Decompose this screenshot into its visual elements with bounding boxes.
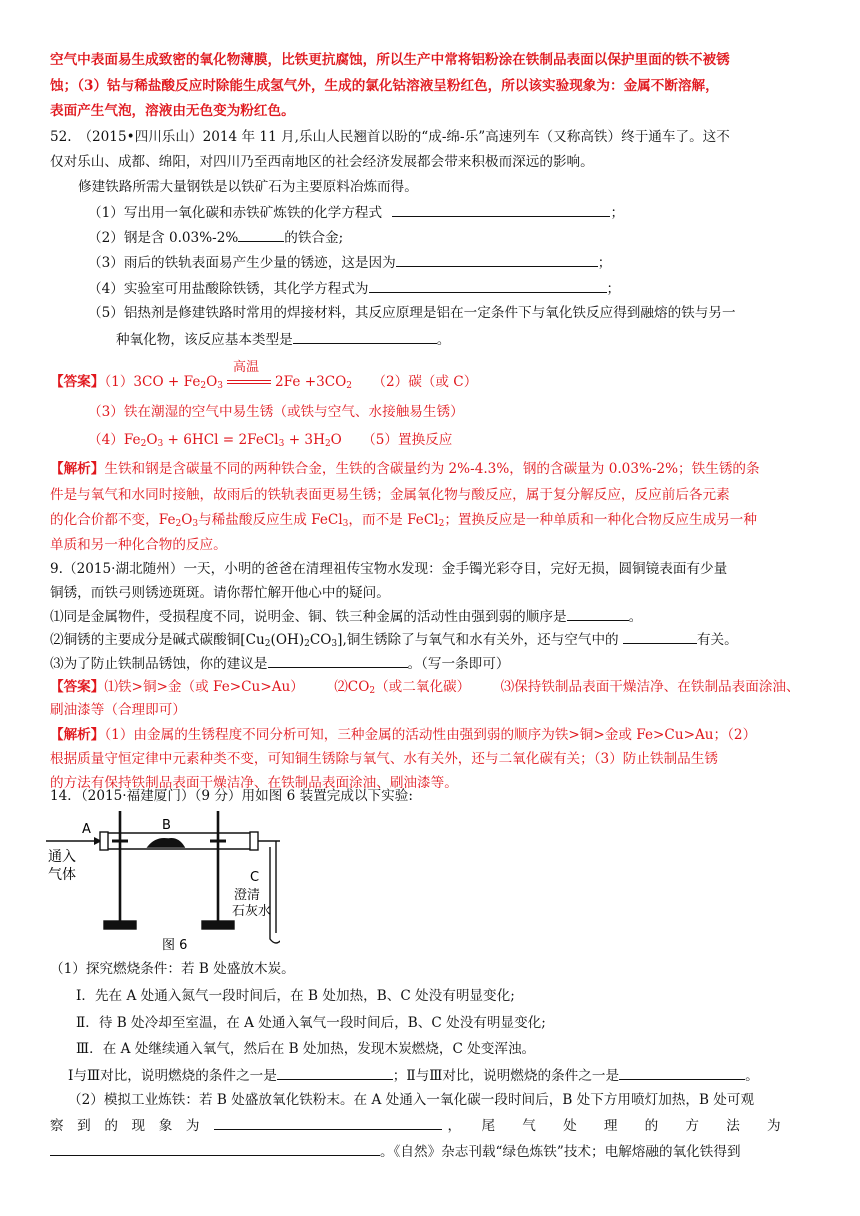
q52-subquestion-5b: 种氧化物，该反应基本类型是 。 (116, 332, 451, 348)
q14-step-3: Ⅲ．在 A 处继续通入氧气，然后在 B 处加热，发现木炭燃烧，C 处变浑浊。 (76, 1041, 536, 1057)
answer-blank (619, 1067, 745, 1080)
q14-part-2-line-1: （2）模拟工业炼铁：若 B 处盛放氧化铁粉末。在 A 处通入一氧化碳一段时间后，B 处下方用喷灯加热，B 处可观 (68, 1092, 755, 1108)
q52-explanation-line-4: 单质和另一种化合物的反应。 (50, 537, 227, 553)
answer-blank (214, 1117, 442, 1130)
answer-label: 【答案】 (50, 679, 105, 695)
answer-blank (293, 331, 437, 344)
q52-header-line-2: 仅对乐山、成都、绵阳，对四川乃至西南地区的社会经济发展都会带来积极而深远的影响。 (50, 154, 594, 170)
answer-blank (238, 229, 284, 242)
q9-header-line-1: 9.（2015·湖北随州）一天，小明的爸爸在清理祖传宝物水发现：金手镯光彩夺目，完好无损，圆铜镜表面有少量 (50, 561, 728, 577)
q52-subquestion-4: （4）实验室可用盐酸除铁锈，其化学方程式为 ； (88, 281, 621, 297)
explanation-label: 【解析】 (50, 727, 105, 743)
gas-label-line-1: 通入 (48, 849, 76, 865)
high-temperature-equals-sign: 高温 (227, 374, 271, 390)
q52-subquestion-3: （3）雨后的铁轨表面易产生少量的锈迹，这是因为 ； (88, 255, 612, 271)
answer-blank (50, 1143, 380, 1156)
label-b: B (162, 818, 171, 833)
gas-label-line-2: 气体 (48, 867, 76, 883)
q52-subquestion-5a: （5）铝热剂是修建铁路时常用的焊接材料，其反应原理是铝在一定条件下与氧化铁反应得到融熔的铁与另一 (88, 305, 736, 321)
q52-subquestion-1: （1）写出用一氧化碳和赤铁矿炼铁的化学方程式 ； (88, 205, 625, 221)
label-c: C (250, 870, 260, 885)
figure-caption: 图 6 (162, 938, 188, 953)
limewater-label-line-1: 澄清 (234, 888, 261, 903)
q9-subquestion-3: ⑶为了防止铁制品锈蚀，你的建议是 。（写一条即可） (50, 656, 510, 672)
q9-header-line-2: 铜锈，而铁弓则锈迹斑斑。请你帮忙解开他心中的疑问。 (50, 585, 390, 601)
answer-blank (567, 608, 629, 621)
limewater-label-line-2: 石灰水 (232, 904, 272, 919)
q9-subquestion-1: ⑴同是金属物件，受损程度不同，说明金、铜、铁三种金属的活动性由强到弱的顺序是 。 (50, 609, 643, 625)
q14-step-1: Ⅰ．先在 A 处通入氮气一段时间后，在 B 处加热，B、C 处没有明显变化; (76, 988, 515, 1004)
q52-explanation-line-2: 件是与氧气和水同时接触，故雨后的铁轨表面更易生锈；金属氧化物与酸反应，属于复分解反应，反应前后各元素 (50, 487, 730, 503)
q52-answer-line-2: （3）铁在潮湿的空气中易生锈（或铁与空气、水接触易生锈） (88, 404, 464, 420)
q14-step-2: Ⅱ．待 B 处冷却至室温，在 A 处通入氧气一段时间后，B、C 处没有明显变化; (76, 1015, 546, 1031)
apparatus-figure-6 (44, 803, 280, 953)
prev-explanation-line-2: 蚀；（3）钴与稀盐酸反应时除能生成氢气外，生成的氯化钴溶液呈粉红色，所以该实验现象为：金属不断溶解， (50, 78, 719, 94)
label-a: A (82, 822, 91, 837)
q52-answer-line-1: 【答案】$(1)3CO + Fe_2O_3$ 高温 $2Fe +3CO_2$ （2）碳（或 C） (50, 360, 478, 391)
answer-blank (396, 254, 598, 267)
prev-explanation-line-3: 表面产生气泡，溶液由无色变为粉红色。 (50, 103, 295, 119)
sample-b (148, 839, 184, 847)
q14-header: 14．（2015·福建厦门）（9 分）用如图 6 装置完成以下实验: (50, 788, 413, 804)
test-tube-c (270, 847, 280, 943)
q14-part-1: （1）探究燃烧条件：若 B 处盛放木炭。 (50, 961, 295, 977)
q52-intro: 修建铁路所需大量钢铁是以铁矿石为主要原料冶炼而得。 (78, 179, 418, 195)
explanation-label: 【解析】 (50, 461, 105, 477)
q9-explanation-line-1: 【解析】（1）由金属的生锈程度不同分析可知，三种金属的活动性由强到弱的顺序为铁>铜>金或 Fe>Cu>Au；（2） (50, 727, 757, 743)
q14-conclusion: Ⅰ与Ⅲ对比，说明燃烧的条件之一是 ；Ⅱ与Ⅲ对比，说明燃烧的条件之一是 。 (68, 1068, 759, 1084)
answer-blank (392, 204, 610, 217)
answer-blank (268, 655, 408, 668)
q9-explanation-line-2: 根据质量守恒定律中元素种类不变，可知铜生锈除与氧气、水有关外，还与二氧化碳有关；（3）防止铁制品生锈 (50, 751, 718, 767)
answer-blank (369, 280, 607, 293)
q9-answer-line-1: 【答案】⑴铁>铜>金（或 Fe>Cu>Au） $⑵CO_2$（或二氧化碳） ⑶保持铁制品表面干燥洁净、在铁制品表面涂油、 (50, 679, 800, 696)
q52-subquestion-2: （2）钢是含 0.03%-2% 的铁合金; (88, 230, 344, 246)
prev-explanation-line-1: 空气中表面易生成致密的氧化物薄膜，比铁更抗腐蚀，所以生产中常将铝粉涂在铁制品表面以保护里面的铁不被锈 (50, 52, 730, 68)
q9-explanation-line-3: 的方法有保持铁制品表面干燥洁净、在铁制品表面涂油、刷油漆等。 (50, 775, 458, 791)
q14-part-2-line-2: 察 到 的 现 象 为 ， 尾 气 处 理 的 方 法 为 (50, 1118, 781, 1134)
answer-blank (277, 1067, 393, 1080)
q14-part-2-line-3: 。《自然》杂志刊载“绿色炼铁”技术；电解熔融的氧化铁得到 (50, 1143, 828, 1160)
q9-subquestion-2: ⑵铜锈的主要成分是碱式碳酸铜$[Cu_2(OH)_2CO_3]$,铜生锈除了与氧气和水有关外，还与空气中的 有关。 (50, 632, 738, 649)
q9-answer-line-2: 刷油漆等（合理即可） (50, 702, 186, 718)
q52-explanation-line-1: 【解析】生铁和钢是含碳量不同的两种铁合金，生铁的含碳量约为 2%-4.3%，钢的含碳量为 0.03%-2%；铁生锈的条 (50, 461, 760, 477)
q52-explanation-line-3: 的化合价都不变，$Fe_2O_3$与稀盐酸反应生成 FeCl$_3$，而不是 FeCl$_2$；置换反应是一种单质和一种化合物反应生成另一种 (50, 512, 757, 529)
q52-header-line-1: 52. （2015•四川乐山）2014 年 11 月,乐山人民翘首以盼的“成-绵-乐”高速列车（又称高铁）终于通车了。这不 (50, 129, 730, 145)
q52-answer-line-3: $(4)Fe_2O_3 + 6HCl$ = 2FeCl$_3$ + $3H_2O$ （5）置换反应 (88, 432, 453, 449)
answer-blank (623, 631, 697, 644)
answer-label: 【答案】 (50, 374, 105, 390)
